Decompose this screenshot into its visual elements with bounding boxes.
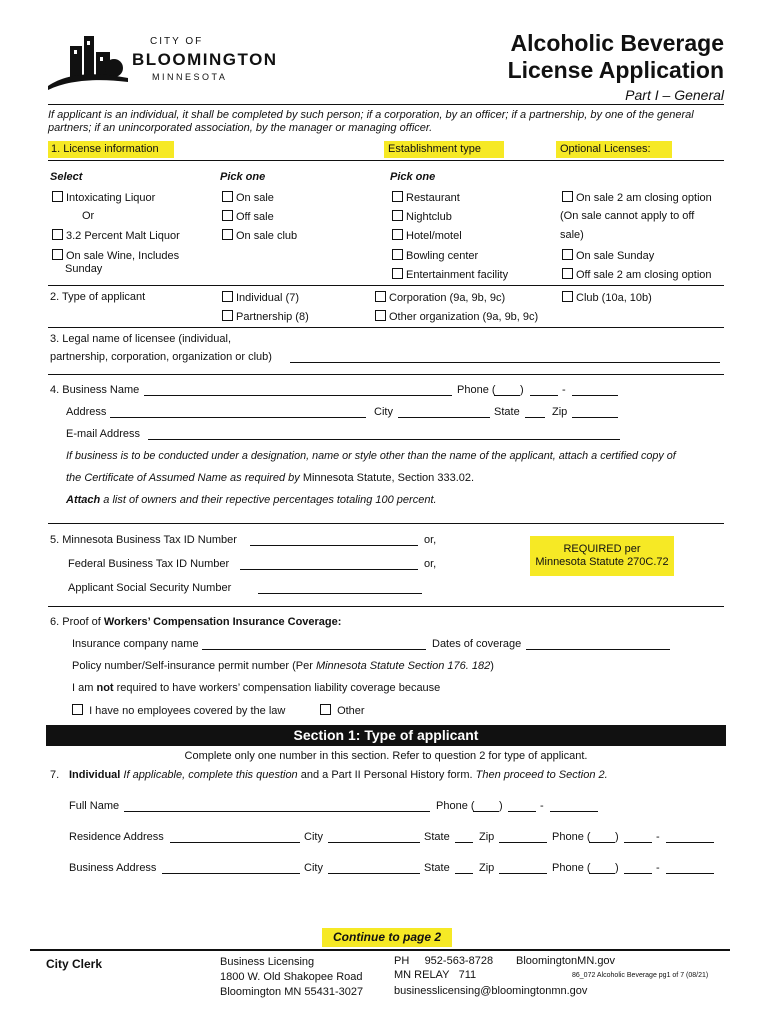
checkbox[interactable] — [562, 268, 573, 279]
checkbox[interactable] — [375, 310, 386, 321]
required-line1: REQUIRED per — [563, 543, 641, 555]
business-state-label: State — [424, 862, 450, 874]
logo-state-name: MINNESOTA — [152, 72, 228, 82]
on-sale-note-line2: sale) — [560, 229, 584, 241]
city-label: City — [374, 406, 393, 418]
business-phone-label: Phone ( — [457, 384, 496, 396]
phone-close-paren: ) — [499, 800, 503, 812]
partnership-option[interactable]: Partnership (8) — [222, 310, 309, 324]
attach-owners-note: Attach a list of owners and their repective percentages totaling 100 percent. — [66, 494, 437, 506]
full-name-phone-area-input[interactable] — [473, 811, 499, 812]
restaurant-option[interactable]: Restaurant — [392, 191, 460, 205]
business-phone2-prefix-input[interactable] — [624, 873, 652, 874]
on-sale-option[interactable]: On sale — [222, 191, 274, 205]
workers-comp-label: 6. Proof of Workers’ Compensation Insurance Coverage: — [50, 616, 342, 628]
footer-address-line3: Bloomington MN 55431-3027 — [220, 986, 364, 998]
phone-close-paren: ) — [615, 831, 619, 843]
checkbox[interactable] — [392, 268, 403, 279]
footer-address-line1: Business Licensing — [220, 956, 315, 968]
residence-city-input[interactable] — [328, 842, 420, 843]
legal-name-label-line2: partnership, corporation, organization or club) — [50, 351, 272, 363]
section2-top-rule — [48, 285, 724, 286]
footer-relay: MN RELAY 711 — [394, 969, 477, 981]
section6-top-rule — [48, 606, 724, 607]
required-statute-box — [530, 536, 674, 576]
business-state-input[interactable] — [455, 873, 473, 874]
residence-city-label: City — [304, 831, 323, 843]
mn-tax-id-input[interactable] — [250, 545, 418, 546]
pick-one-label-1: Pick one — [220, 171, 266, 183]
footer-address — [220, 955, 363, 1000]
footer-form-id: 86_072 Alcoholic Beverage pg1 of 7 (08/21) — [572, 972, 709, 979]
license-info-heading: 1. License information — [48, 141, 174, 158]
checkbox[interactable] — [52, 249, 63, 260]
business-phone-line-input[interactable] — [572, 395, 618, 396]
business-phone2-area-input[interactable] — [589, 873, 615, 874]
question7-number: 7. — [50, 769, 60, 781]
assumed-name-note-line1: If business is to be conducted under a designation, name or style other than the name of the applicant, attach a certified copy of — [66, 450, 676, 462]
on-sale-club-option[interactable]: On sale club — [222, 229, 297, 243]
ssn-input[interactable] — [258, 593, 422, 594]
checkbox[interactable] — [222, 229, 233, 240]
entertainment-facility-option[interactable]: Entertainment facility — [392, 268, 508, 282]
email-input[interactable] — [148, 439, 620, 440]
zip-label: Zip — [552, 406, 568, 418]
select-label: Select — [50, 171, 83, 183]
business-phone2-line-input[interactable] — [666, 873, 714, 874]
checkbox[interactable] — [222, 310, 233, 321]
checkbox[interactable] — [222, 191, 233, 202]
club-option[interactable]: Club (10a, 10b) — [562, 291, 652, 305]
phone-dash: - — [656, 862, 660, 874]
on-sale-note-line1: (On sale cannot apply to off — [560, 210, 695, 222]
phone-close-paren: ) — [520, 384, 524, 396]
form-title-line2: License Application — [507, 57, 724, 83]
legal-name-label-line1: 3. Legal name of licensee (individual, — [50, 333, 232, 345]
business-phone2-label: Phone ( — [552, 862, 591, 874]
corporation-option[interactable]: Corporation (9a, 9b, 9c) — [375, 291, 505, 305]
business-zip-label: Zip — [479, 862, 495, 874]
insurance-company-label: Insurance company name — [72, 638, 199, 650]
logo-city-name: BLOOMINGTON — [132, 50, 278, 69]
business-address-input[interactable] — [162, 873, 300, 874]
phone-dash: - — [656, 831, 660, 843]
checkbox[interactable] — [222, 210, 233, 221]
residence-zip-input[interactable] — [499, 842, 547, 843]
checkbox[interactable] — [392, 229, 403, 240]
section1-rule — [48, 160, 724, 161]
business-name-input[interactable] — [144, 395, 452, 396]
policy-number-label: Policy number/Self-insurance permit number (Per Minnesota Statute Section 176. 182) — [72, 660, 494, 672]
phone-dash: - — [562, 384, 566, 396]
type-of-applicant-label: 2. Type of applicant — [50, 291, 146, 303]
form-title-line1: Alcoholic Beverage — [510, 30, 724, 56]
footer-address-line2: 1800 W. Old Shakopee Road — [220, 971, 363, 983]
legal-name-input[interactable] — [290, 362, 720, 363]
residence-state-label: State — [424, 831, 450, 843]
insurance-company-input[interactable] — [202, 649, 426, 650]
email-label: E-mail Address — [66, 428, 140, 440]
dates-of-coverage-label: Dates of coverage — [432, 638, 522, 650]
logo-city-of: CITY OF — [150, 36, 204, 47]
on-sale-wine-option[interactable]: On sale Wine, Includes — [52, 249, 179, 263]
residence-address-label: Residence Address — [69, 831, 164, 843]
not-required-text: I am not required to have workers’ compensation liability coverage because — [72, 682, 441, 694]
address-input[interactable] — [110, 417, 366, 418]
section1-subtitle: Complete only one number in this section. Refer to question 2 for type of applicant. — [184, 750, 588, 762]
business-phone-prefix-input[interactable] — [530, 395, 558, 396]
checkbox[interactable] — [52, 229, 63, 240]
checkbox[interactable] — [375, 291, 386, 302]
question7-instructions: Individual If applicable, complete this question and a Part II Personal History form. Then proceed to Section 2. — [69, 769, 608, 781]
nightclub-option[interactable]: Nightclub — [392, 210, 452, 224]
footer-email[interactable]: businesslicensing@bloomingtonmn.gov — [394, 985, 588, 997]
required-line2: Minnesota Statute 270C.72 — [535, 556, 669, 568]
checkbox[interactable] — [392, 210, 403, 221]
establishment-type-heading: Establishment type — [384, 141, 504, 158]
on-sale-sunday-option[interactable]: On sale Sunday — [562, 249, 654, 263]
business-city-input[interactable] — [328, 873, 420, 874]
business-zip-input[interactable] — [499, 873, 547, 874]
state-label: State — [494, 406, 520, 418]
fed-tax-id-input[interactable] — [240, 569, 418, 570]
off-sale-2am-option[interactable]: Off sale 2 am closing option — [562, 268, 712, 282]
full-name-phone-label: Phone ( — [436, 800, 475, 812]
no-employees-option[interactable]: I have no employees covered by the law — [72, 704, 285, 718]
full-name-label: Full Name — [69, 800, 120, 812]
or-label-1: or, — [424, 534, 437, 546]
off-sale-option[interactable]: Off sale — [222, 210, 274, 224]
phone-dash: - — [540, 800, 544, 812]
checkbox[interactable] — [392, 191, 403, 202]
city-clerk-label: City Clerk — [46, 957, 103, 971]
dates-of-coverage-input[interactable] — [526, 649, 670, 650]
residence-phone-area-input[interactable] — [589, 842, 615, 843]
bowling-center-option[interactable]: Bowling center — [392, 249, 478, 263]
full-name-input[interactable] — [124, 811, 430, 812]
intoxicating-liquor-option[interactable]: Intoxicating Liquor — [52, 191, 155, 205]
footer-website[interactable]: BloomingtonMN.gov — [516, 955, 616, 967]
other-reason-option[interactable]: Other — [320, 704, 365, 718]
footer-rule — [30, 949, 730, 951]
residence-phone-line-input[interactable] — [666, 842, 714, 843]
checkbox[interactable] — [562, 291, 573, 302]
continue-to-page-2: Continue to page 2 — [322, 928, 452, 947]
footer-phone: PH 952-563-8728 — [394, 955, 494, 967]
residence-phone-label: Phone ( — [552, 831, 591, 843]
checkbox[interactable] — [52, 191, 63, 202]
checkbox[interactable] — [562, 249, 573, 260]
on-sale-2am-option[interactable]: On sale 2 am closing option — [562, 191, 712, 205]
or-text: Or — [82, 210, 95, 222]
zip-input[interactable] — [572, 417, 618, 418]
business-address-label: Business Address — [69, 862, 157, 874]
other-organization-option[interactable]: Other organization (9a, 9b, 9c) — [375, 310, 538, 324]
full-name-phone-prefix-input[interactable] — [508, 811, 536, 812]
checkbox[interactable] — [392, 249, 403, 260]
state-input[interactable] — [525, 417, 545, 418]
phone-close-paren: ) — [615, 862, 619, 874]
residence-state-input[interactable] — [455, 842, 473, 843]
mn-tax-id-label: 5. Minnesota Business Tax ID Number — [50, 534, 237, 546]
section1-header-bar: Section 1: Type of applicant — [46, 725, 726, 746]
business-city-label: City — [304, 862, 323, 874]
fed-tax-id-label: Federal Business Tax ID Number — [68, 558, 230, 570]
individual-option[interactable]: Individual (7) — [222, 291, 299, 305]
residence-phone-prefix-input[interactable] — [624, 842, 652, 843]
address-label: Address — [66, 406, 107, 418]
hotel-motel-option[interactable]: Hotel/motel — [392, 229, 462, 243]
residence-address-input[interactable] — [170, 842, 300, 843]
on-sale-wine-line2: Sunday — [65, 263, 103, 275]
residence-zip-label: Zip — [479, 831, 495, 843]
malt-liquor-option[interactable]: 3.2 Percent Malt Liquor — [52, 229, 180, 243]
section4-top-rule — [48, 374, 724, 375]
checkbox[interactable] — [320, 704, 331, 715]
optional-licenses-heading: Optional Licenses: — [556, 141, 672, 158]
business-name-label: 4. Business Name — [50, 384, 140, 396]
full-name-phone-line-input[interactable] — [550, 811, 598, 812]
form-title — [508, 30, 724, 84]
checkbox[interactable] — [222, 291, 233, 302]
bloomington-skyline-logo — [48, 32, 128, 90]
part-label: Part I – General — [625, 87, 724, 103]
ssn-label: Applicant Social Security Number — [68, 582, 232, 594]
business-phone-area-input[interactable] — [494, 395, 520, 396]
intro-text: If applicant is an individual, it shall be completed by such person; if a corporation, by an officer; if a partnership, by one of the general partners; if an unincorporated association, by the manager or managing officer. — [48, 109, 694, 134]
checkbox[interactable] — [72, 704, 83, 715]
city-logo — [48, 30, 278, 92]
assumed-name-note-line2: the Certificate of Assumed Name as required by Minnesota Statute, Section 333.02. — [66, 472, 475, 484]
section3-top-rule — [48, 327, 724, 328]
pick-one-label-2: Pick one — [390, 171, 436, 183]
checkbox[interactable] — [562, 191, 573, 202]
city-input[interactable] — [398, 417, 490, 418]
or-label-2: or, — [424, 558, 437, 570]
header-rule — [48, 104, 724, 105]
section5-top-rule — [48, 523, 724, 524]
